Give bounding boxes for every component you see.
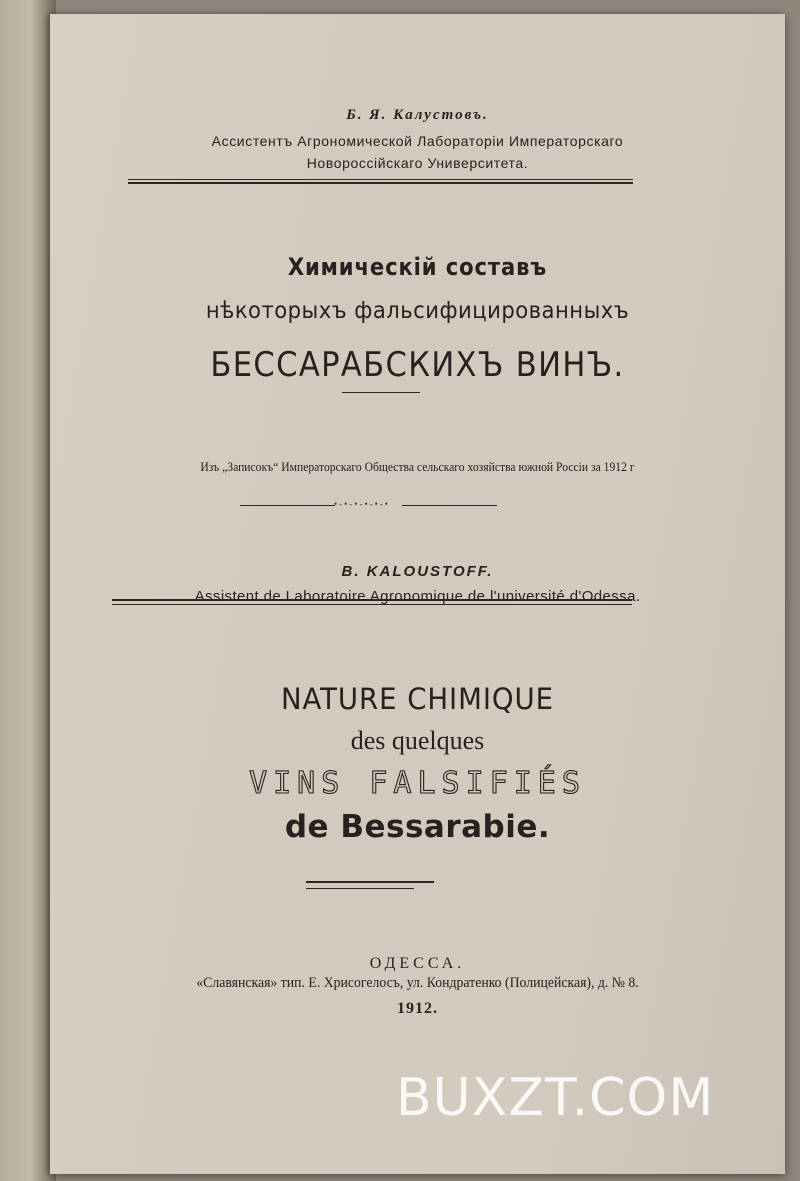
source-note-ru: Изъ „Записокъ“ Императорскаго Общества сельскаго хозяйства южной Россіи за 1912 г	[200, 460, 635, 474]
ornament-dots: •-•-•-•-•-•	[334, 499, 390, 509]
title-ru-line2: нѣкоторыхъ фальсифицированныхъ	[205, 298, 630, 324]
book-spine-edge	[0, 0, 56, 1181]
header-ru-rule	[128, 179, 633, 180]
header-fr-rule	[112, 604, 632, 605]
header-ru-rule-thick	[128, 182, 633, 184]
affiliation-ru-line2: Новороссійскаго Университета.	[306, 155, 529, 171]
title-fr-line4: de Bessarabie.	[284, 809, 551, 845]
watermark-text: BUXZT.COM	[396, 1068, 715, 1128]
title-fr-rule-bottom	[306, 888, 414, 889]
imprint-printer: «Славянская» тип. Е. Хрисогелосъ, ул. Кондратенко (Полицейская), д. № 8.	[196, 975, 639, 991]
title-ru-short-rule	[342, 392, 420, 393]
title-ru-line3: БЕССАРАБСКИХЪ ВИНЪ.	[210, 345, 625, 385]
author-name-fr: B. KALOUSTOFF.	[341, 563, 494, 580]
ornament-rule-right	[402, 505, 497, 506]
title-fr-line1: NATURE CHIMIQUE	[280, 682, 555, 716]
title-fr-rule-top	[306, 881, 434, 883]
author-name-ru: Б. Я. Калустовъ.	[346, 107, 489, 123]
ornament-rule-left	[240, 505, 335, 506]
title-ru-line1: Химическій составъ	[287, 253, 548, 281]
imprint-city: ОДЕССА.	[369, 955, 466, 972]
affiliation-ru-line1: Ассистентъ Агрономической Лабораторіи Императорскаго	[211, 133, 624, 149]
affiliation-fr: Assistent de Laboratoire Agronomique de l'université d'Odessa.	[194, 588, 641, 605]
title-fr-line2: des quelques	[350, 726, 485, 755]
header-fr-rule-thick	[112, 599, 632, 601]
title-page	[50, 14, 785, 1174]
title-fr-line3: VINS FALSIFIÉS	[249, 766, 586, 801]
imprint-year: 1912.	[397, 1000, 438, 1017]
